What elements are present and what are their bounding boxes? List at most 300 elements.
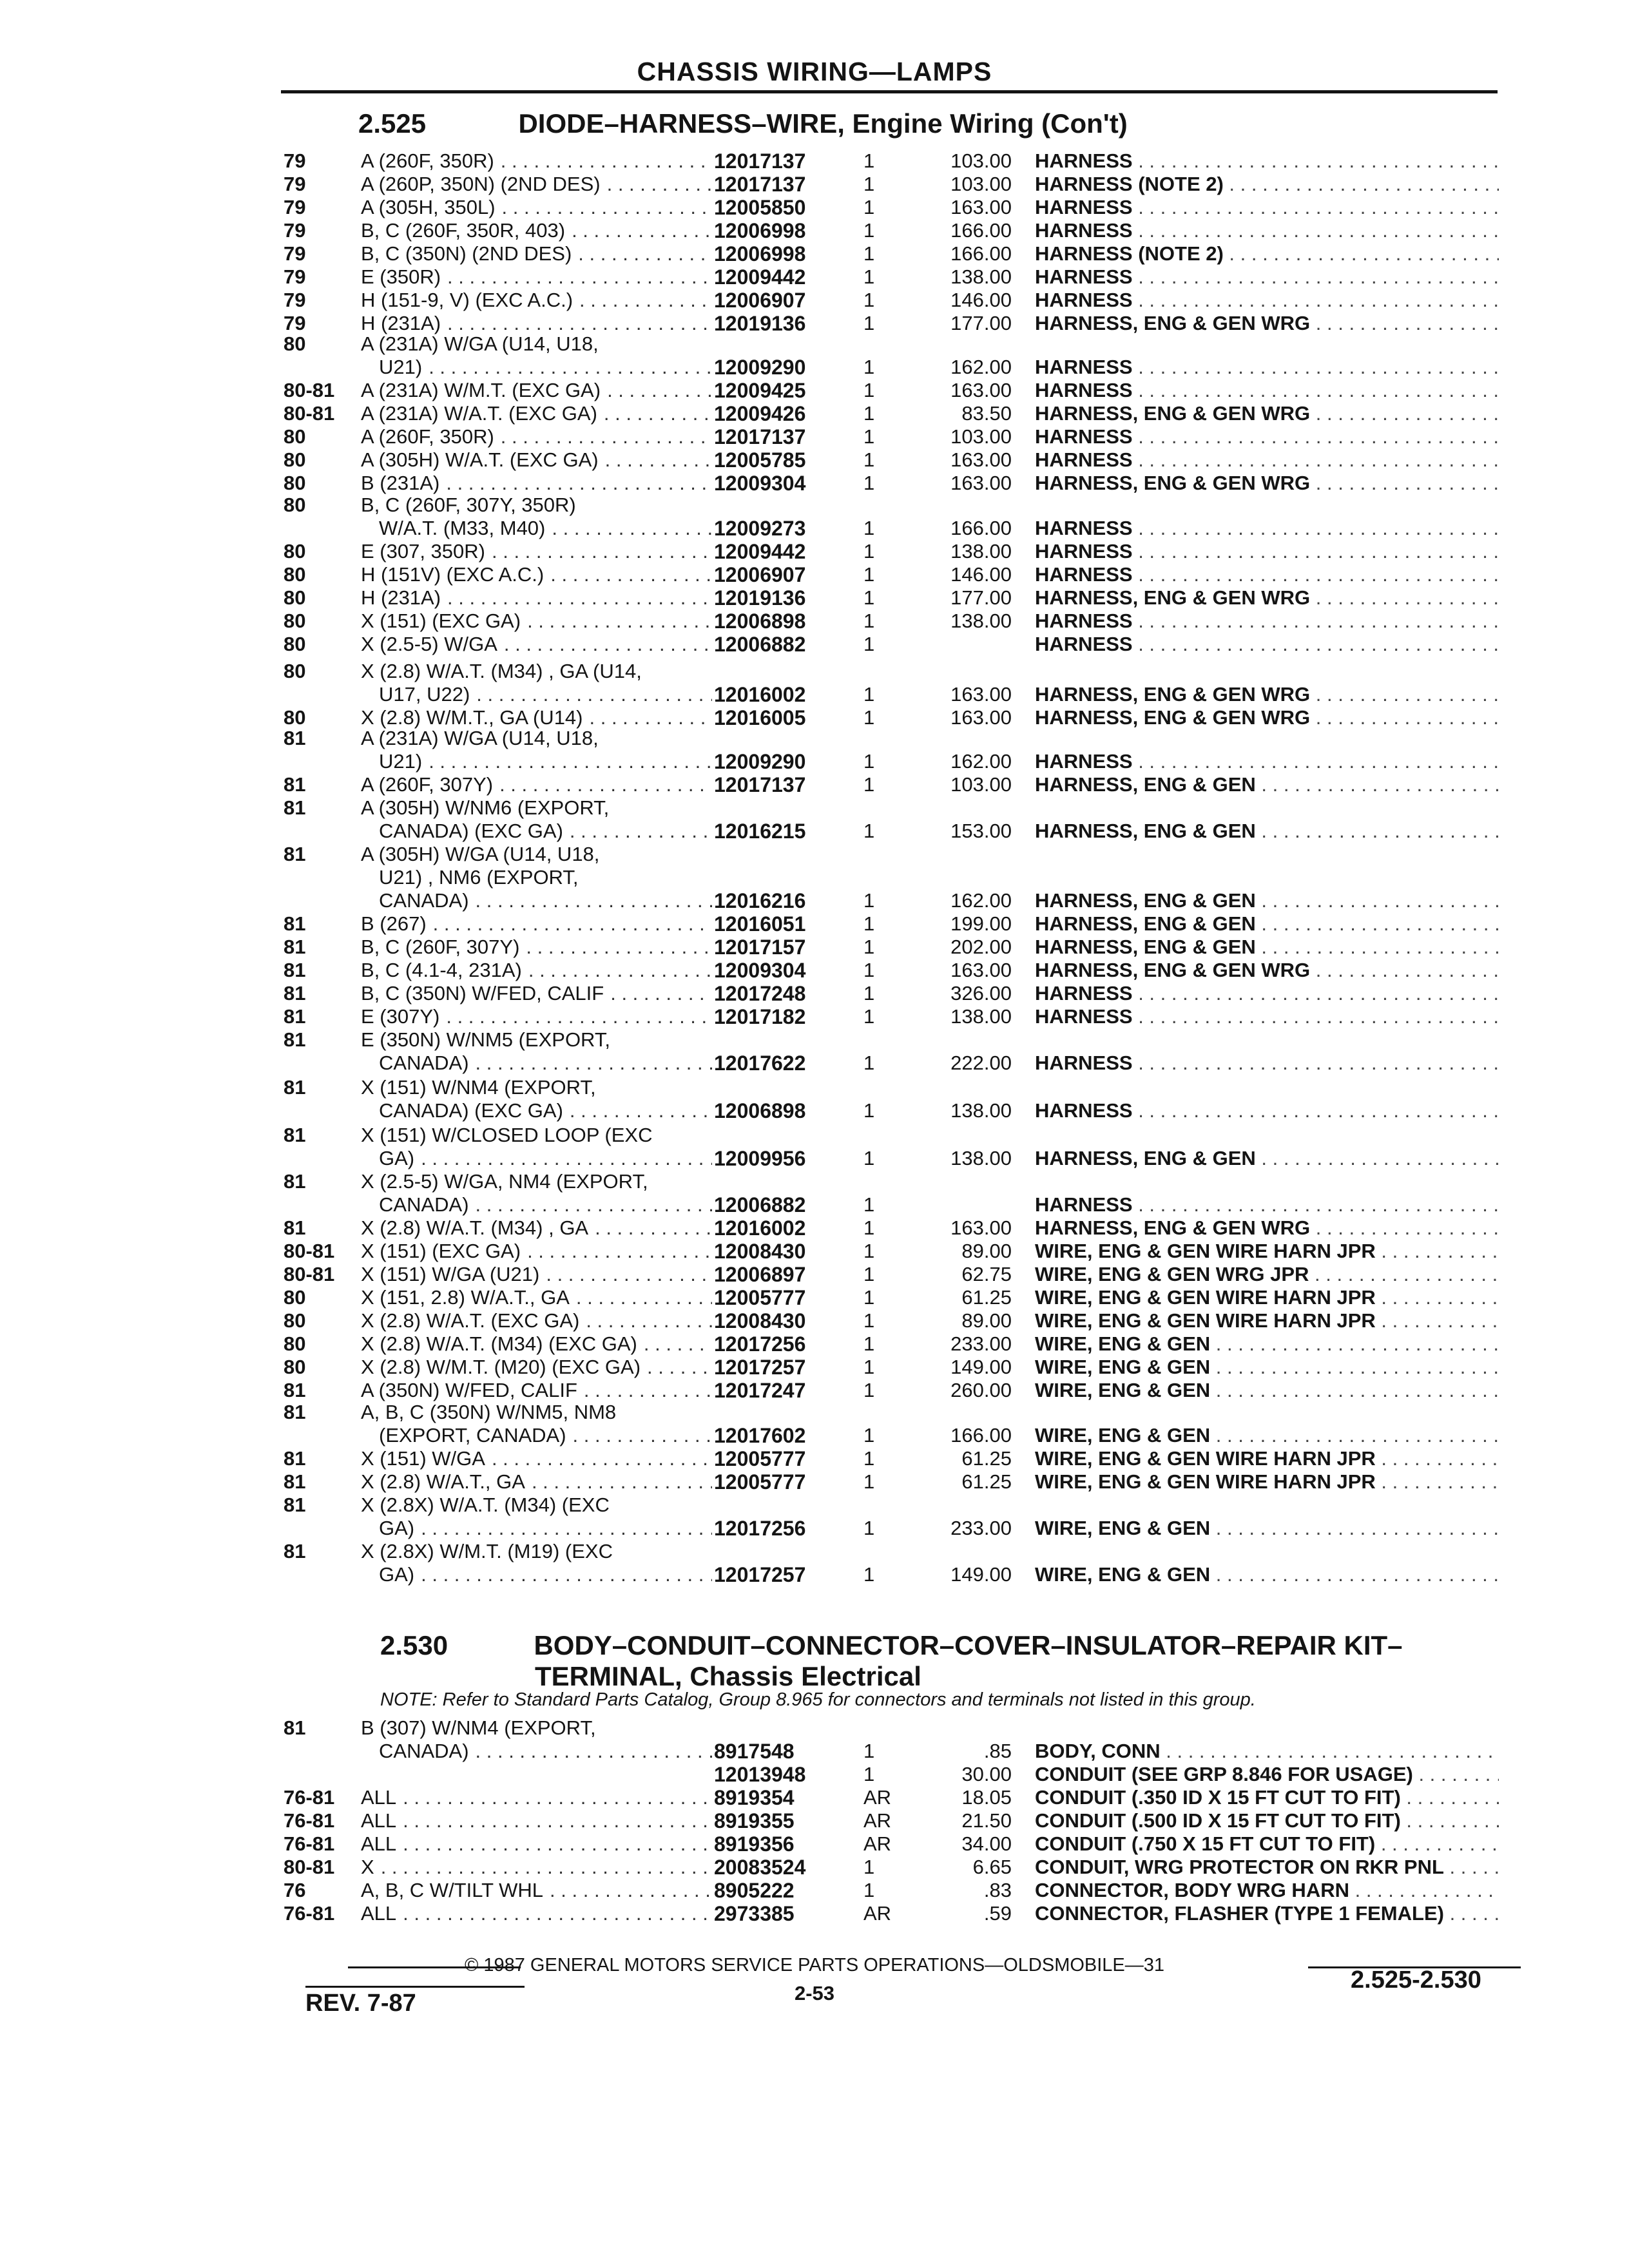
table-row bbox=[0, 727, 1629, 773]
price: 233.00 bbox=[950, 1332, 1012, 1355]
price: .83 bbox=[983, 1879, 1012, 1901]
application-description bbox=[361, 1356, 712, 1379]
description-line: CANADA) (EXC GA) . . . bbox=[361, 1099, 712, 1122]
description-line: X (2.8) W/A.T. (M34) , GA . . . bbox=[361, 1216, 712, 1240]
model-year: 80-81 bbox=[284, 1263, 335, 1285]
part-number: 8919356 bbox=[714, 1832, 795, 1856]
application-description bbox=[361, 1240, 712, 1263]
part-number: 12009290 bbox=[714, 356, 806, 379]
model-year: 80-81 bbox=[284, 1240, 335, 1262]
price: 163.00 bbox=[950, 472, 1012, 494]
part-name: HARNESS, ENG & GEN WRG . . . bbox=[1035, 959, 1499, 982]
price: 162.00 bbox=[950, 750, 1012, 773]
price: 83.50 bbox=[961, 402, 1012, 425]
page-number: 2-53 bbox=[794, 1982, 835, 2004]
part-name: HARNESS . . . bbox=[1035, 289, 1499, 312]
application-description bbox=[361, 1263, 712, 1286]
model-year: 81 bbox=[284, 982, 306, 1004]
part-name: HARNESS . . . bbox=[1035, 633, 1499, 656]
description-line: X (2.8) W/A.T. (EXC GA) . . . bbox=[361, 1309, 712, 1332]
application-description bbox=[361, 796, 712, 843]
section-range: 2.525-2.530 bbox=[1351, 1966, 1481, 1994]
part-name: HARNESS . . . bbox=[1035, 750, 1499, 773]
model-year: 79 bbox=[284, 173, 306, 195]
model-year: 81 bbox=[284, 1076, 306, 1099]
part-name: CONDUIT, WRG PROTECTOR ON RKR PNL . . . bbox=[1035, 1856, 1499, 1879]
price: 89.00 bbox=[961, 1309, 1012, 1332]
description-line: H (151V) (EXC A.C.) . . . bbox=[361, 563, 712, 586]
quantity: 1 bbox=[863, 1447, 875, 1470]
price: .59 bbox=[983, 1902, 1012, 1925]
part-number: 12006998 bbox=[714, 219, 806, 242]
quantity: 1 bbox=[863, 982, 875, 1004]
model-year: 80-81 bbox=[284, 402, 335, 425]
quantity: 1 bbox=[863, 1240, 875, 1262]
price: 163.00 bbox=[950, 683, 1012, 706]
quantity: 1 bbox=[863, 1099, 875, 1122]
quantity: 1 bbox=[863, 196, 875, 218]
price: 103.00 bbox=[950, 773, 1012, 796]
part-name: WIRE, ENG & GEN . . . bbox=[1035, 1517, 1499, 1540]
price: 138.00 bbox=[950, 540, 1012, 562]
description-line: E (350N) W/NM5 (EXPORT, bbox=[361, 1028, 611, 1051]
part-number: 12017256 bbox=[714, 1332, 806, 1356]
section-number: 2.530 bbox=[380, 1630, 448, 1660]
quantity: 1 bbox=[863, 889, 875, 912]
part-name: WIRE, ENG & GEN WIRE HARN JPR . . . bbox=[1035, 1470, 1499, 1494]
application-description bbox=[361, 173, 712, 196]
model-year: 80 bbox=[284, 660, 306, 682]
application-description bbox=[361, 1216, 712, 1240]
model-year: 80 bbox=[284, 332, 306, 355]
table-row bbox=[0, 402, 1629, 425]
quantity: 1 bbox=[863, 517, 875, 539]
price: 177.00 bbox=[950, 586, 1012, 609]
application-description bbox=[361, 982, 712, 1005]
part-name: HARNESS, ENG & GEN WRG . . . bbox=[1035, 312, 1499, 335]
part-number: 12009442 bbox=[714, 265, 806, 289]
table-row bbox=[0, 1005, 1629, 1028]
model-year: 79 bbox=[284, 196, 306, 218]
table-row bbox=[0, 1076, 1629, 1122]
part-name: HARNESS, ENG & GEN . . . bbox=[1035, 773, 1499, 796]
model-year: 81 bbox=[284, 1379, 306, 1401]
application-description bbox=[361, 472, 712, 495]
table-row bbox=[0, 1356, 1629, 1379]
model-year: 80 bbox=[284, 706, 306, 729]
model-year: 81 bbox=[284, 1216, 306, 1239]
model-year: 81 bbox=[284, 1005, 306, 1028]
application-description bbox=[361, 1447, 712, 1470]
part-name: HARNESS, ENG & GEN WRG . . . bbox=[1035, 1216, 1499, 1240]
application-description bbox=[361, 1809, 712, 1832]
part-name: WIRE, ENG & GEN . . . bbox=[1035, 1379, 1499, 1402]
description-line: X . . . bbox=[361, 1856, 712, 1879]
quantity: 1 bbox=[863, 820, 875, 842]
quantity: 1 bbox=[863, 586, 875, 609]
part-name: HARNESS . . . bbox=[1035, 1193, 1499, 1216]
description-line: X (2.8X) W/A.T. (M34) (EXC bbox=[361, 1494, 610, 1516]
price: 18.05 bbox=[961, 1786, 1012, 1809]
part-name: HARNESS . . . bbox=[1035, 425, 1499, 448]
table-row bbox=[0, 332, 1629, 379]
table-row bbox=[0, 1028, 1629, 1075]
description-line: U17, U22) . . . bbox=[361, 683, 712, 706]
description-line: A (305H) W/GA (U14, U18, bbox=[361, 843, 600, 865]
application-description bbox=[361, 563, 712, 586]
description-line: B (267) . . . bbox=[361, 912, 712, 936]
part-number: 12006897 bbox=[714, 1263, 806, 1286]
quantity: 1 bbox=[863, 683, 875, 706]
model-year: 81 bbox=[284, 912, 306, 935]
part-number: 12009956 bbox=[714, 1147, 806, 1170]
part-number: 8919354 bbox=[714, 1786, 795, 1809]
price: 162.00 bbox=[950, 889, 1012, 912]
price: .85 bbox=[983, 1740, 1012, 1762]
table-row bbox=[0, 1263, 1629, 1286]
model-year: 80 bbox=[284, 1286, 306, 1309]
price: 34.00 bbox=[961, 1832, 1012, 1855]
part-name: HARNESS, ENG & GEN WRG . . . bbox=[1035, 472, 1499, 495]
price: 138.00 bbox=[950, 1099, 1012, 1122]
application-description bbox=[361, 1902, 712, 1925]
part-name: HARNESS, ENG & GEN . . . bbox=[1035, 820, 1499, 843]
part-name: HARNESS . . . bbox=[1035, 540, 1499, 563]
model-year: 79 bbox=[284, 265, 306, 288]
application-description bbox=[361, 1786, 712, 1809]
application-description bbox=[361, 448, 712, 472]
quantity: 1 bbox=[863, 1856, 875, 1878]
part-name: HARNESS . . . bbox=[1035, 265, 1499, 289]
part-number: 12016002 bbox=[714, 1216, 806, 1240]
table-row bbox=[0, 1401, 1629, 1447]
description-line: CANADA) . . . bbox=[361, 1193, 712, 1216]
part-number: 12005785 bbox=[714, 448, 806, 472]
quantity: 1 bbox=[863, 1763, 875, 1785]
table-row bbox=[0, 265, 1629, 289]
part-number: 12019136 bbox=[714, 312, 806, 335]
description-line: U21) . . . bbox=[361, 750, 712, 773]
section-subheading: Chassis Electrical bbox=[682, 1661, 921, 1691]
table-row bbox=[0, 959, 1629, 982]
part-name: HARNESS . . . bbox=[1035, 517, 1499, 540]
description-line: U21) , NM6 (EXPORT, bbox=[379, 866, 579, 889]
table-row bbox=[0, 448, 1629, 472]
quantity: 1 bbox=[863, 1216, 875, 1239]
part-name: WIRE, ENG & GEN WIRE HARN JPR . . . bbox=[1035, 1286, 1499, 1309]
part-name: HARNESS, ENG & GEN WRG . . . bbox=[1035, 706, 1499, 729]
quantity: 1 bbox=[863, 1052, 875, 1074]
table-row bbox=[0, 843, 1629, 912]
model-year: 81 bbox=[284, 1401, 306, 1423]
quantity: 1 bbox=[863, 402, 875, 425]
table-row bbox=[0, 379, 1629, 402]
part-name: HARNESS, ENG & GEN WRG . . . bbox=[1035, 683, 1499, 706]
description-line: CANADA) . . . bbox=[361, 1052, 712, 1075]
table-row bbox=[0, 1832, 1629, 1856]
part-name: HARNESS, ENG & GEN . . . bbox=[1035, 1147, 1499, 1170]
part-name: HARNESS . . . bbox=[1035, 196, 1499, 219]
table-row bbox=[0, 1470, 1629, 1494]
price: 166.00 bbox=[950, 517, 1012, 539]
part-name: HARNESS, ENG & GEN . . . bbox=[1035, 889, 1499, 912]
application-description bbox=[361, 1470, 712, 1494]
part-name: HARNESS . . . bbox=[1035, 563, 1499, 586]
model-year: 81 bbox=[284, 727, 306, 749]
part-number: 12006882 bbox=[714, 1193, 806, 1216]
application-description bbox=[361, 1286, 712, 1309]
description-line: U21) . . . bbox=[361, 356, 712, 379]
description-line: B, C (260F, 307Y) . . . bbox=[361, 936, 712, 959]
table-row bbox=[0, 289, 1629, 312]
table-row bbox=[0, 773, 1629, 796]
table-row bbox=[0, 1170, 1629, 1216]
model-year: 80 bbox=[284, 1356, 306, 1378]
part-name: WIRE, ENG & GEN . . . bbox=[1035, 1332, 1499, 1356]
quantity: 1 bbox=[863, 1740, 875, 1762]
application-description bbox=[361, 1005, 712, 1028]
part-number: 12016005 bbox=[714, 706, 806, 729]
price: 61.25 bbox=[961, 1470, 1012, 1493]
description-line: W/A.T. (M33, M40) . . . bbox=[361, 517, 712, 540]
section-note: NOTE: Refer to Standard Parts Catalog, Group 8.965 for connectors and terminals not listed in this group. bbox=[380, 1689, 1256, 1710]
price: 260.00 bbox=[950, 1379, 1012, 1401]
part-number: 12009442 bbox=[714, 540, 806, 563]
description-line: A (231A) W/A.T. (EXC GA) . . . bbox=[361, 402, 712, 425]
application-description bbox=[361, 610, 712, 633]
table-row bbox=[0, 312, 1629, 335]
quantity: 1 bbox=[863, 149, 875, 172]
part-name: CONDUIT (.750 X 15 FT CUT TO FIT) . . . bbox=[1035, 1832, 1499, 1856]
part-number: 12008430 bbox=[714, 1309, 806, 1332]
quantity: 1 bbox=[863, 750, 875, 773]
description-line: X (151, 2.8) W/A.T., GA . . . bbox=[361, 1286, 712, 1309]
section-heading: BODY–CONDUIT–CONNECTOR–COVER–INSULATOR–REPAIR KIT– bbox=[534, 1630, 1403, 1660]
application-description bbox=[361, 1028, 712, 1075]
quantity: 1 bbox=[863, 242, 875, 265]
model-year: 80 bbox=[284, 633, 306, 655]
price: 163.00 bbox=[950, 1216, 1012, 1239]
table-row bbox=[0, 563, 1629, 586]
quantity: 1 bbox=[863, 1424, 875, 1446]
part-number: 12009425 bbox=[714, 379, 806, 402]
quantity: 1 bbox=[863, 1193, 875, 1216]
part-number: 12017622 bbox=[714, 1052, 806, 1075]
description-line: X (2.8) W/A.T. (M34) (EXC GA) . . . bbox=[361, 1332, 712, 1356]
part-name: BODY, CONN . . . bbox=[1035, 1740, 1499, 1763]
description-line: X (2.8X) W/M.T. (M19) (EXC bbox=[361, 1540, 613, 1562]
part-name: HARNESS, ENG & GEN . . . bbox=[1035, 936, 1499, 959]
table-row bbox=[0, 633, 1629, 656]
price: 138.00 bbox=[950, 265, 1012, 288]
part-number: 12005777 bbox=[714, 1470, 806, 1494]
model-year: 80 bbox=[284, 610, 306, 632]
model-year: 76 bbox=[284, 1879, 306, 1901]
application-description bbox=[361, 332, 712, 379]
description-line: GA) . . . bbox=[361, 1563, 712, 1586]
price: 138.00 bbox=[950, 1147, 1012, 1169]
price: 138.00 bbox=[950, 1005, 1012, 1028]
quantity: 1 bbox=[863, 1563, 875, 1586]
description-line: A (231A) W/M.T. (EXC GA) . . . bbox=[361, 379, 712, 402]
part-number: 8919355 bbox=[714, 1809, 795, 1832]
quantity: AR bbox=[863, 1832, 892, 1855]
model-year: 81 bbox=[284, 1470, 306, 1493]
description-line: H (231A) . . . bbox=[361, 312, 712, 335]
price: 153.00 bbox=[950, 820, 1012, 842]
part-number: 12017137 bbox=[714, 149, 806, 173]
part-number: 12016051 bbox=[714, 912, 806, 936]
application-description bbox=[361, 494, 712, 540]
model-year: 80 bbox=[284, 448, 306, 471]
description-line: B (231A) . . . bbox=[361, 472, 712, 495]
price: 163.00 bbox=[950, 196, 1012, 218]
application-description bbox=[361, 1124, 712, 1170]
table-row bbox=[0, 1879, 1629, 1902]
price: 177.00 bbox=[950, 312, 1012, 334]
part-number: 12013948 bbox=[714, 1763, 806, 1786]
part-number: 12017137 bbox=[714, 173, 806, 196]
description-line: A (231A) W/GA (U14, U18, bbox=[361, 727, 599, 749]
description-line: X (2.8) W/A.T. (M34) , GA (U14, bbox=[361, 660, 642, 682]
application-description bbox=[361, 1401, 712, 1447]
application-description bbox=[361, 959, 712, 982]
model-year: 76-81 bbox=[284, 1832, 335, 1855]
table-row bbox=[0, 242, 1629, 265]
price: 202.00 bbox=[950, 936, 1012, 958]
description-line: H (231A) . . . bbox=[361, 586, 712, 610]
description-line: B, C (350N) W/FED, CALIF . . . bbox=[361, 982, 712, 1005]
application-description bbox=[361, 379, 712, 402]
application-description bbox=[361, 1379, 712, 1402]
description-line: CANADA) (EXC GA) . . . bbox=[361, 820, 712, 843]
part-number: 12017157 bbox=[714, 936, 806, 959]
part-name: HARNESS . . . bbox=[1035, 982, 1499, 1005]
description-line: E (350R) . . . bbox=[361, 265, 712, 289]
part-number: 12017137 bbox=[714, 773, 806, 796]
quantity: 1 bbox=[863, 563, 875, 586]
model-year: 79 bbox=[284, 312, 306, 334]
price: 166.00 bbox=[950, 1424, 1012, 1446]
model-year: 81 bbox=[284, 843, 306, 865]
part-number: 2973385 bbox=[714, 1902, 795, 1925]
quantity: 1 bbox=[863, 219, 875, 242]
application-description bbox=[361, 219, 712, 242]
description-line: A (260F, 307Y) . . . bbox=[361, 773, 712, 796]
table-row bbox=[0, 1447, 1629, 1470]
price: 149.00 bbox=[950, 1356, 1012, 1378]
description-line: ALL . . . bbox=[361, 1832, 712, 1856]
part-name: WIRE, ENG & GEN WIRE HARN JPR . . . bbox=[1035, 1309, 1499, 1332]
model-year: 81 bbox=[284, 936, 306, 958]
part-name: WIRE, ENG & GEN . . . bbox=[1035, 1356, 1499, 1379]
model-year: 81 bbox=[284, 1028, 306, 1051]
price: 149.00 bbox=[950, 1563, 1012, 1586]
quantity: 1 bbox=[863, 959, 875, 981]
application-description bbox=[361, 1832, 712, 1856]
part-name: CONDUIT (.350 ID X 15 FT CUT TO FIT) . . . bbox=[1035, 1786, 1499, 1809]
description-line: A, B, C (350N) W/NM5, NM8 bbox=[361, 1401, 617, 1423]
section-subheading: Engine Wiring (Con't) bbox=[844, 108, 1128, 139]
table-row bbox=[0, 706, 1629, 729]
quantity: 1 bbox=[863, 1263, 875, 1285]
part-number: 12006898 bbox=[714, 1099, 806, 1122]
description-line: A (260F, 350R) . . . bbox=[361, 425, 712, 448]
quantity: 1 bbox=[863, 289, 875, 311]
application-description bbox=[361, 1716, 712, 1763]
part-number: 12009426 bbox=[714, 402, 806, 425]
price: 233.00 bbox=[950, 1517, 1012, 1539]
quantity: 1 bbox=[863, 540, 875, 562]
part-name: HARNESS (NOTE 2) . . . bbox=[1035, 242, 1499, 265]
table-row bbox=[0, 1216, 1629, 1240]
description-line: (EXPORT, CANADA) . . . bbox=[361, 1424, 712, 1447]
part-number: 12016215 bbox=[714, 820, 806, 843]
description-line: H (151-9, V) (EXC A.C.) . . . bbox=[361, 289, 712, 312]
application-description bbox=[361, 265, 712, 289]
quantity: 1 bbox=[863, 1879, 875, 1901]
part-number: 12006898 bbox=[714, 610, 806, 633]
model-year: 81 bbox=[284, 1540, 306, 1562]
quantity: 1 bbox=[863, 1332, 875, 1355]
quantity: 1 bbox=[863, 706, 875, 729]
table-row bbox=[0, 1902, 1629, 1925]
part-name: WIRE, ENG & GEN WRG JPR . . . bbox=[1035, 1263, 1499, 1286]
part-number: 12017182 bbox=[714, 1005, 806, 1028]
part-number: 12017137 bbox=[714, 425, 806, 448]
model-year: 81 bbox=[284, 773, 306, 796]
part-number: 12005850 bbox=[714, 196, 806, 219]
part-number: 12005777 bbox=[714, 1286, 806, 1309]
table-row bbox=[0, 540, 1629, 563]
description-line: A (305H) W/NM6 (EXPORT, bbox=[361, 796, 610, 819]
quantity: 1 bbox=[863, 912, 875, 935]
model-year: 81 bbox=[284, 959, 306, 981]
part-number: 12009304 bbox=[714, 959, 806, 982]
table-row bbox=[0, 660, 1629, 706]
model-year: 76-81 bbox=[284, 1786, 335, 1809]
model-year: 81 bbox=[284, 1124, 306, 1146]
quantity: 1 bbox=[863, 1005, 875, 1028]
quantity: 1 bbox=[863, 1517, 875, 1539]
application-description bbox=[361, 843, 712, 912]
table-row bbox=[0, 1856, 1629, 1879]
application-description bbox=[361, 196, 712, 219]
model-year: 76-81 bbox=[284, 1809, 335, 1832]
price: 89.00 bbox=[961, 1240, 1012, 1262]
model-year: 80 bbox=[284, 1309, 306, 1332]
table-row bbox=[0, 149, 1629, 173]
price: 163.00 bbox=[950, 706, 1012, 729]
table-row bbox=[0, 196, 1629, 219]
application-description bbox=[361, 773, 712, 796]
description-line: B, C (260F, 350R, 403) . . . bbox=[361, 219, 712, 242]
price: 103.00 bbox=[950, 173, 1012, 195]
quantity: 1 bbox=[863, 1309, 875, 1332]
part-number: 12009304 bbox=[714, 472, 806, 495]
part-name: WIRE, ENG & GEN WIRE HARN JPR . . . bbox=[1035, 1240, 1499, 1263]
part-number: 12017257 bbox=[714, 1356, 806, 1379]
model-year: 76-81 bbox=[284, 1902, 335, 1925]
quantity: 1 bbox=[863, 1147, 875, 1169]
application-description bbox=[361, 1170, 712, 1216]
price: 326.00 bbox=[950, 982, 1012, 1004]
description-line: X (151) (EXC GA) . . . bbox=[361, 610, 712, 633]
application-description bbox=[361, 633, 712, 656]
quantity: 1 bbox=[863, 312, 875, 334]
quantity: 1 bbox=[863, 773, 875, 796]
price: 163.00 bbox=[950, 959, 1012, 981]
